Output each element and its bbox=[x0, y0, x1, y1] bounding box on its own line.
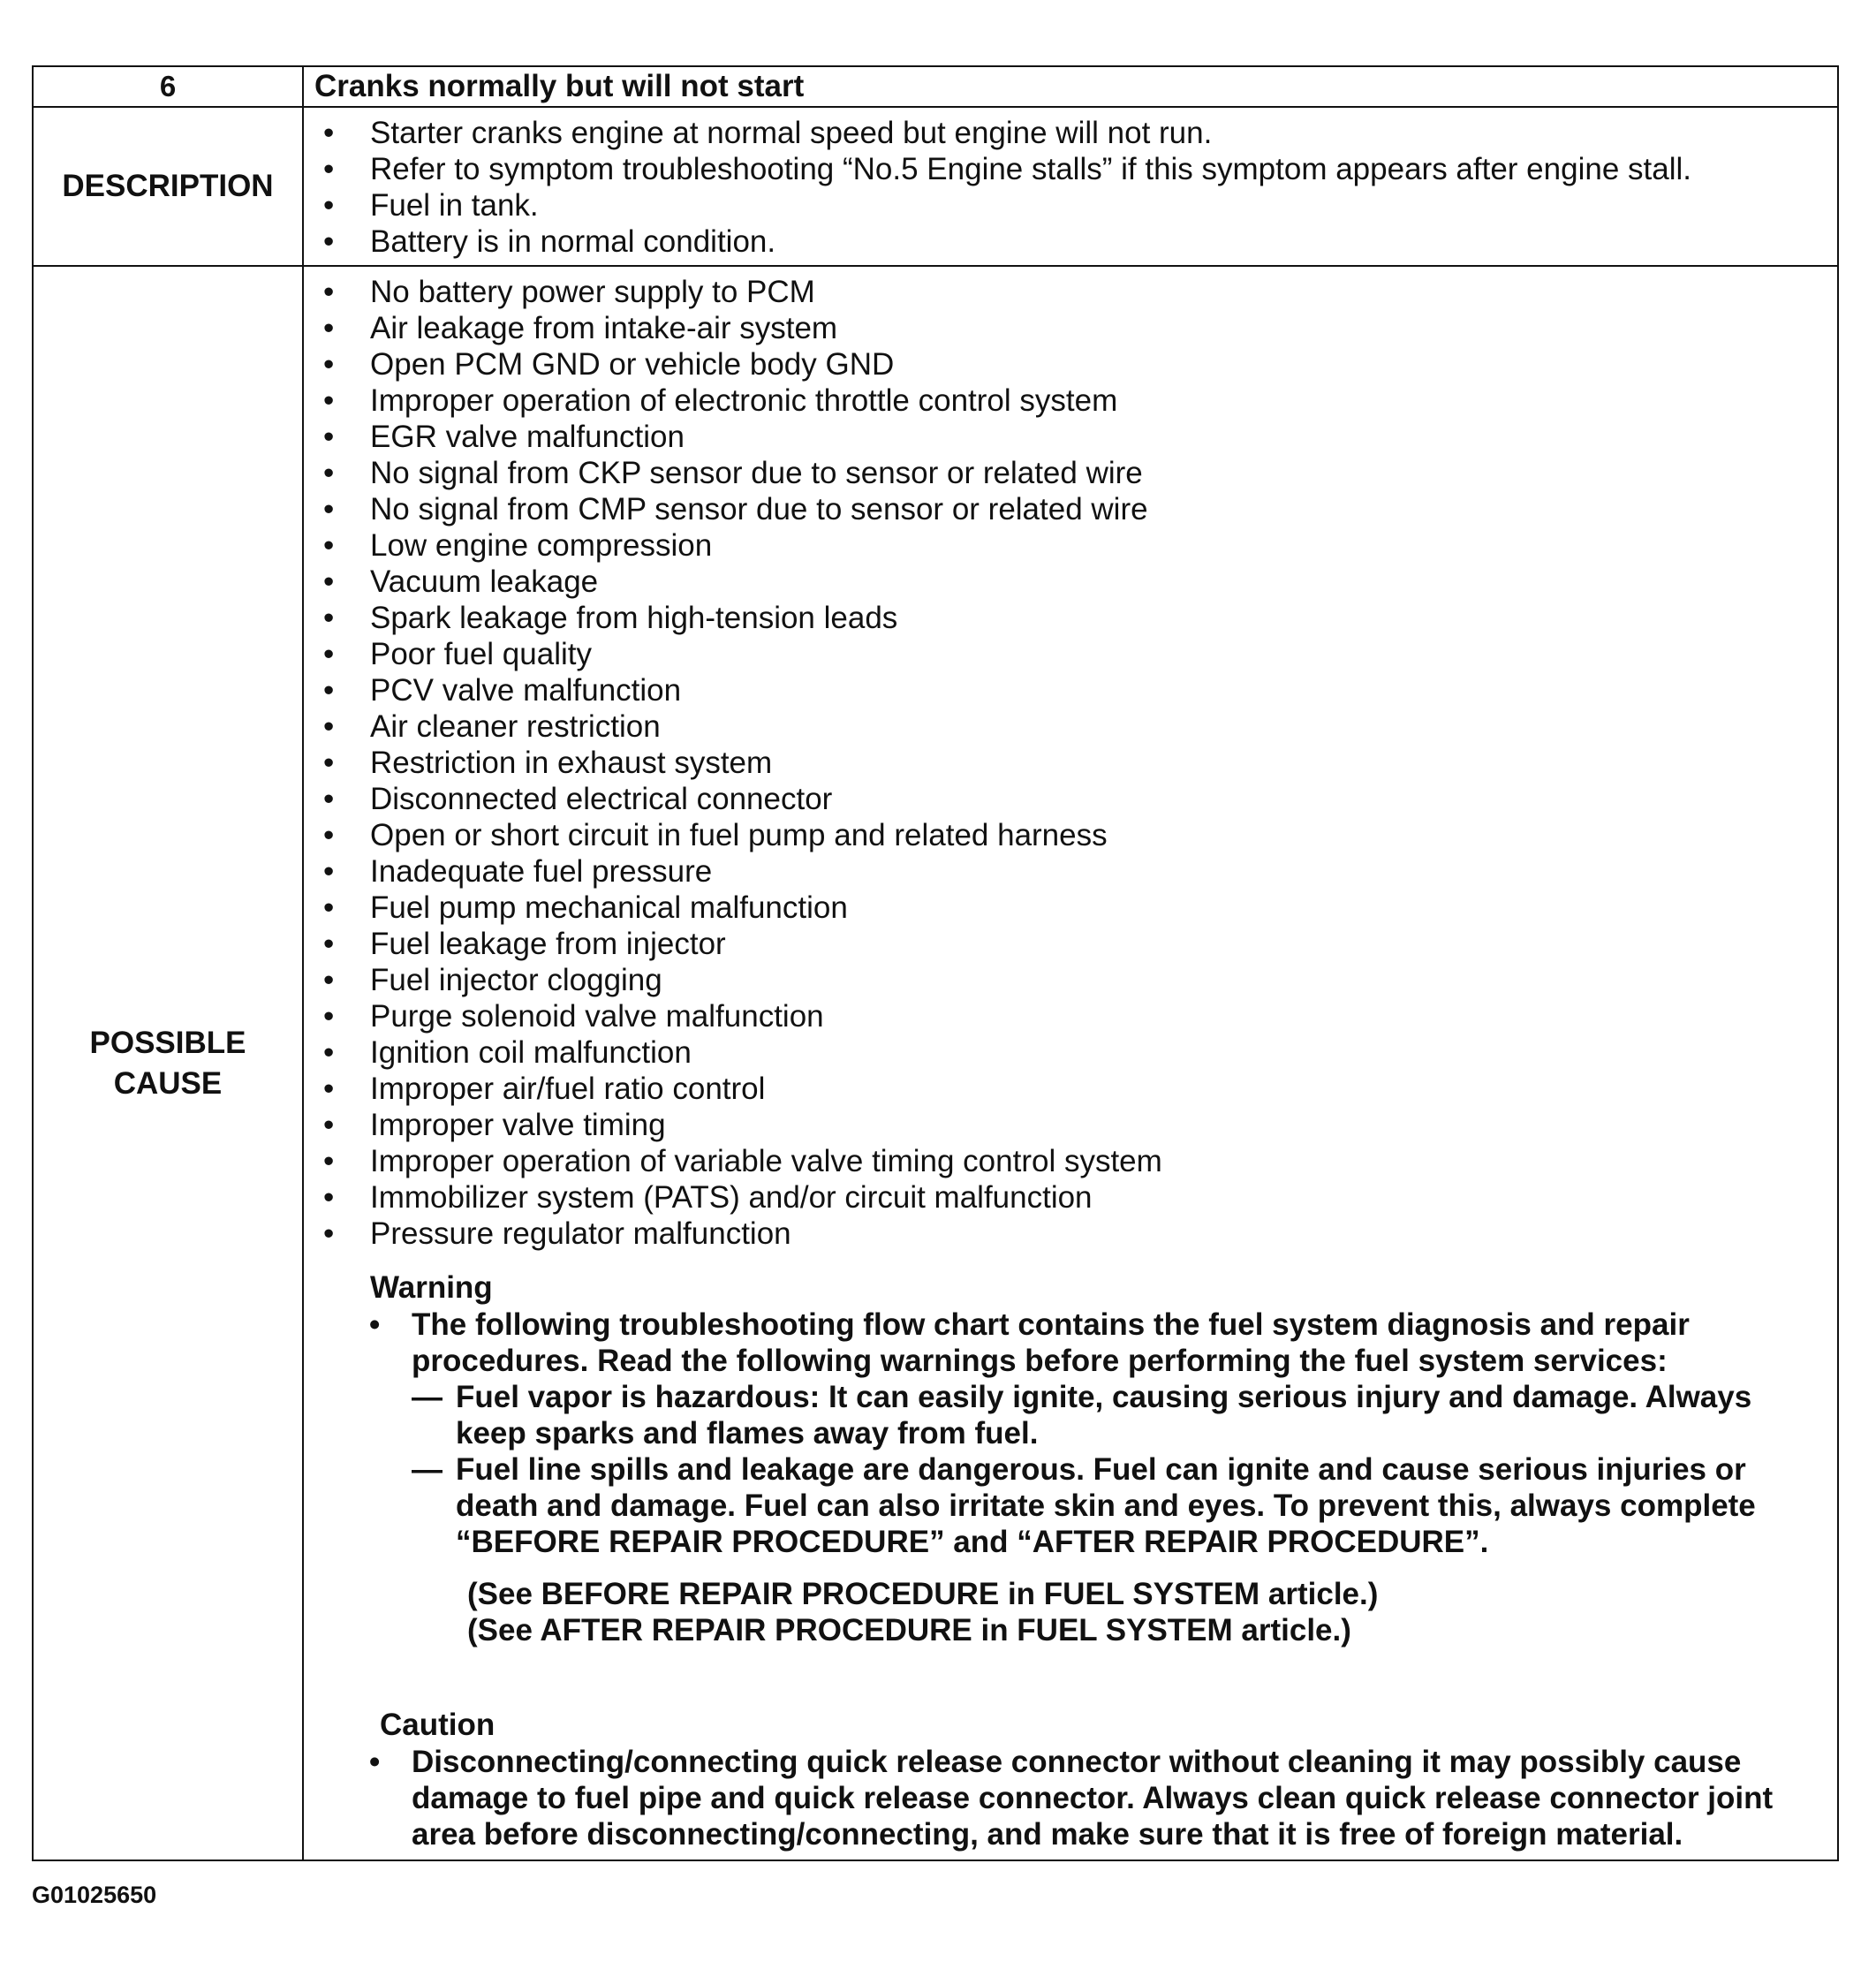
troubleshooting-table bbox=[32, 65, 1839, 1861]
list-item: • Fuel leakage from injector bbox=[304, 926, 1837, 962]
list-item: • Fuel in tank. bbox=[304, 187, 1837, 223]
list-item: • Fuel pump mechanical malfunction bbox=[304, 890, 1837, 926]
description-content bbox=[303, 107, 1838, 266]
warning-text: • The following troubleshooting flow chart contains the fuel system diagnosis and repair procedures. Read the following warnings before performing the fuel system services: bbox=[412, 1307, 1690, 1378]
list-item: • Refer to symptom troubleshooting “No.5 Engine stalls” if this symptom appears after engine stall. bbox=[304, 151, 1837, 187]
figure-id: G01025650 bbox=[32, 1882, 157, 1908]
list-item: • Pressure regulator malfunction bbox=[304, 1216, 1837, 1252]
warning-dash-list bbox=[412, 1379, 1828, 1560]
list-item: • No signal from CMP sensor due to sensor or related wire bbox=[304, 491, 1837, 527]
list-item: • Open or short circuit in fuel pump and related harness bbox=[304, 817, 1837, 853]
list-item: • Ignition coil malfunction bbox=[304, 1034, 1837, 1071]
possible-cause-label-line1: POSSIBLE bbox=[89, 1025, 246, 1060]
list-item: • Low engine compression bbox=[304, 527, 1837, 564]
description-label: DESCRIPTION bbox=[33, 107, 303, 266]
list-item: • Vacuum leakage bbox=[304, 564, 1837, 600]
list-item: • Immobilizer system (PATS) and/or circuit malfunction bbox=[304, 1179, 1837, 1216]
list-item: • Spark leakage from high-tension leads bbox=[304, 600, 1837, 636]
list-item: • Improper operation of electronic throttle control system bbox=[304, 383, 1837, 419]
list-item: • Purge solenoid valve malfunction bbox=[304, 998, 1837, 1034]
possible-cause-list bbox=[304, 267, 1837, 1252]
symptom-number: 6 bbox=[33, 66, 303, 107]
warning-title: Warning bbox=[370, 1270, 493, 1305]
list-item: • Improper operation of variable valve timing control system bbox=[304, 1143, 1837, 1179]
list-item: • Open PCM GND or vehicle body GND bbox=[304, 346, 1837, 383]
warning-list bbox=[304, 1307, 1837, 1560]
caution-item: • Disconnecting/connecting quick release connector without cleaning it may possibly cause damage to fuel pipe and quick release connector. Always clean quick release connector joint area before disconnecting/connecting, and make sure that it is free of foreign material. bbox=[304, 1744, 1837, 1852]
list-item: • Air leakage from intake-air system bbox=[304, 310, 1837, 346]
list-item: • No battery power supply to PCM bbox=[304, 274, 1837, 310]
list-item: • Improper valve timing bbox=[304, 1107, 1837, 1143]
list-item: • EGR valve malfunction bbox=[304, 419, 1837, 455]
possible-cause-label bbox=[33, 266, 303, 1860]
list-item: • PCV valve malfunction bbox=[304, 672, 1837, 708]
list-item: • Starter cranks engine at normal speed but engine will not run. bbox=[304, 115, 1837, 151]
list-item: • Improper air/fuel ratio control bbox=[304, 1071, 1837, 1107]
see-after-reference: (See AFTER REPAIR PROCEDURE in FUEL SYSTEM article.) bbox=[467, 1613, 1351, 1648]
caution-list bbox=[304, 1744, 1837, 1852]
symptom-title: Cranks normally but will not start bbox=[303, 66, 1838, 107]
list-item: • Fuel injector clogging bbox=[304, 962, 1837, 998]
warning-dash-item: — Fuel line spills and leakage are dangerous. Fuel can ignite and cause serious injuries or death and damage. Fuel can also irritate skin and eyes. To prevent this, always complete “BEFORE REPAIR PROCEDURE” and “AFTER REPAIR PROCEDURE”. bbox=[412, 1451, 1828, 1560]
list-item: • Battery is in normal condition. bbox=[304, 223, 1837, 260]
see-before-reference: (See BEFORE REPAIR PROCEDURE in FUEL SYSTEM article.) bbox=[467, 1577, 1379, 1611]
list-item: • Air cleaner restriction bbox=[304, 708, 1837, 745]
list-item: • Restriction in exhaust system bbox=[304, 745, 1837, 781]
possible-cause-content bbox=[303, 266, 1838, 1860]
list-item: • Disconnected electrical connector bbox=[304, 781, 1837, 817]
warning-block bbox=[304, 1269, 1837, 1648]
description-list bbox=[304, 108, 1837, 265]
description-row bbox=[33, 107, 1838, 266]
possible-cause-label-line2: CAUSE bbox=[113, 1065, 223, 1101]
list-item: • Inadequate fuel pressure bbox=[304, 853, 1837, 890]
list-item: • Poor fuel quality bbox=[304, 636, 1837, 672]
warning-dash-item: — Fuel vapor is hazardous: It can easily ignite, causing serious injury and damage. Always keep sparks and flames away from fuel. bbox=[412, 1379, 1828, 1451]
caution-block bbox=[304, 1707, 1837, 1860]
warning-item bbox=[304, 1307, 1837, 1560]
list-item: • No signal from CKP sensor due to sensor or related wire bbox=[304, 455, 1837, 491]
caution-title: Caution bbox=[380, 1708, 495, 1742]
possible-cause-row bbox=[33, 266, 1838, 1860]
header-row bbox=[33, 66, 1838, 107]
